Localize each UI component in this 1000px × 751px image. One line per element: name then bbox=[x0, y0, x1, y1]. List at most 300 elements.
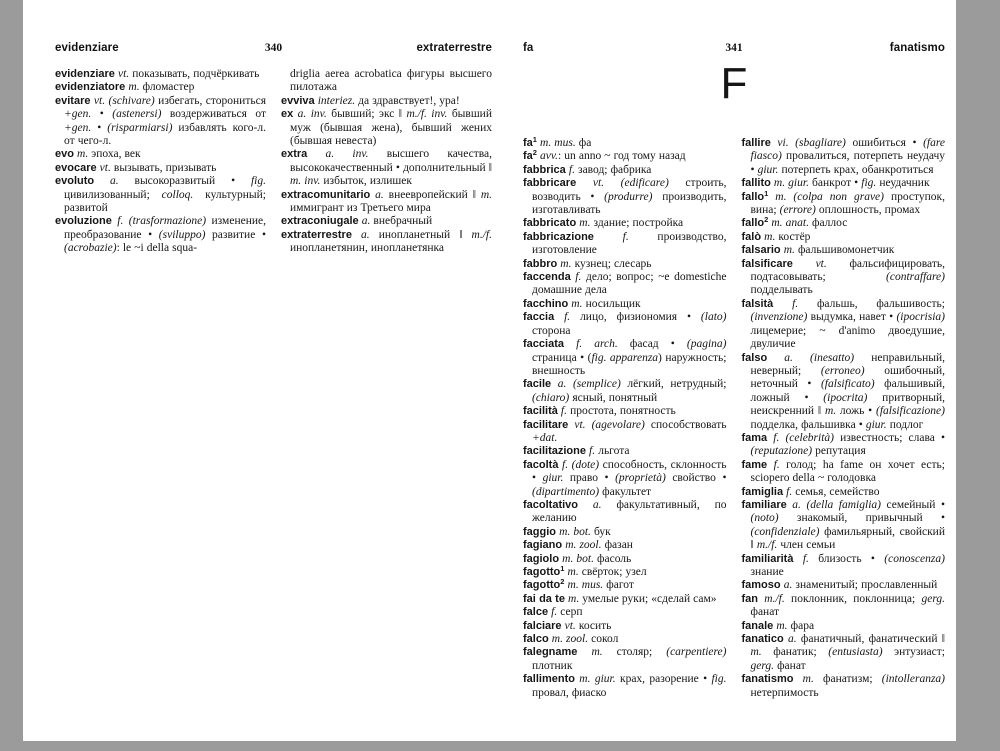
dictionary-entry bbox=[742, 298, 946, 352]
headword: fabbricazione bbox=[523, 230, 594, 243]
translation-text: лицемерие; ~ d'animo двоедушие, двуличие bbox=[750, 324, 945, 351]
translation-text: льгота bbox=[595, 445, 630, 458]
grammar-label: f. bbox=[767, 458, 780, 471]
translation-text: внеевропейский ‖ bbox=[383, 188, 481, 201]
translation-text: страница • ( bbox=[532, 351, 592, 364]
headword: fallo bbox=[741, 217, 765, 230]
dictionary-entry bbox=[281, 215, 492, 228]
grammar-label: m. anat. bbox=[768, 217, 809, 230]
dictionary-entry bbox=[523, 566, 727, 579]
translation-text: неудачник bbox=[876, 177, 930, 190]
grammar-label: (intolleranza) bbox=[881, 673, 945, 686]
dictionary-entry bbox=[523, 579, 727, 592]
translation-text: driglia aerea acrobatica фигуры высшего пилотажа bbox=[290, 68, 492, 94]
dictionary-entry bbox=[742, 459, 946, 486]
translation-text: : un anno ~ год тому назад bbox=[558, 150, 686, 163]
text-column-1 bbox=[523, 137, 727, 739]
grammar-label: m. bbox=[73, 148, 89, 161]
grammar-label: a. bbox=[578, 498, 602, 511]
headword: extraterrestre bbox=[281, 228, 352, 241]
grammar-label: m. mus. bbox=[564, 579, 604, 592]
homonym-number: 2 bbox=[532, 148, 537, 158]
translation-text: способствовать bbox=[644, 418, 727, 431]
dictionary-entry bbox=[742, 231, 946, 244]
homonym-number: 1 bbox=[764, 188, 769, 198]
translation-text: свойство • bbox=[665, 472, 727, 485]
grammar-label: f. bbox=[793, 552, 809, 565]
grammar-label: (ipocrita) bbox=[823, 391, 868, 404]
grammar-label: m. bot. bbox=[556, 525, 591, 538]
dictionary-entry bbox=[55, 162, 266, 175]
grammar-label: m. zool. bbox=[562, 539, 602, 552]
translation-text: изменение, преобразование • bbox=[64, 215, 266, 241]
translation-text: энтузиаст; bbox=[882, 646, 945, 659]
grammar-label: (astenersi) bbox=[112, 108, 162, 121]
translation-text: ошибиться • bbox=[845, 137, 924, 149]
grammar-label: a. bbox=[351, 228, 370, 241]
headword: facoltativo bbox=[523, 498, 579, 511]
headword: fame bbox=[741, 458, 768, 471]
dictionary-entry bbox=[742, 486, 946, 499]
headword: ex bbox=[281, 108, 294, 121]
dictionary-entry bbox=[523, 177, 727, 217]
dictionary-entry bbox=[742, 177, 946, 190]
headword: evocare bbox=[55, 161, 97, 174]
translation-text: свёрток; узел bbox=[578, 566, 647, 578]
grammar-label: m. bbox=[773, 619, 788, 632]
translation-text: провал, фиаско bbox=[532, 686, 607, 699]
grammar-label: vt. (edificare) bbox=[576, 177, 669, 190]
grammar-label: (contraffare) bbox=[886, 271, 945, 284]
dictionary-entry bbox=[523, 633, 727, 646]
headword: falsificare bbox=[741, 257, 793, 270]
grammar-label: (chiaro) bbox=[532, 391, 570, 404]
headword: falso bbox=[741, 351, 768, 364]
grammar-label: m. bbox=[824, 405, 837, 418]
right-page bbox=[523, 0, 945, 741]
grammar-label: a. bbox=[783, 633, 797, 646]
translation-text: выдумка, навет • bbox=[807, 311, 897, 324]
headword: fagiolo bbox=[523, 552, 560, 565]
guide-word-first: evidenziare bbox=[55, 42, 119, 54]
headword: extra bbox=[281, 148, 308, 161]
translation-text: банкрот • bbox=[808, 177, 862, 190]
translation-text: внебрачный bbox=[370, 215, 433, 228]
grammar-label: fig. bbox=[250, 175, 266, 188]
translation-text: • bbox=[91, 108, 113, 121]
dictionary-entry bbox=[281, 189, 492, 216]
dictionary-entry bbox=[523, 231, 727, 258]
dictionary-entry bbox=[523, 137, 727, 150]
headword: fanale bbox=[741, 619, 774, 632]
translation-text: избегать, сторониться bbox=[154, 94, 266, 107]
grammar-label: m. bbox=[564, 566, 579, 578]
headword: faccia bbox=[523, 311, 555, 324]
grammar-label: a. (della famiglia) bbox=[786, 498, 881, 511]
translation-text: высокоразвитый • bbox=[118, 175, 251, 188]
headword: fanatismo bbox=[741, 673, 794, 686]
translation-text: фанат bbox=[750, 606, 780, 619]
headword: evoluto bbox=[55, 175, 95, 188]
translation-text: носильщик bbox=[582, 297, 641, 310]
dictionary-entry bbox=[55, 95, 266, 149]
headword: familiare bbox=[741, 498, 787, 511]
grammar-label: (sviluppo) bbox=[158, 228, 206, 241]
grammar-label: m. inv. bbox=[290, 175, 321, 188]
headword: evitare bbox=[55, 94, 91, 107]
translation-text: завод; фабрика bbox=[574, 163, 652, 176]
headword: fai da te bbox=[523, 592, 565, 605]
headword: fan bbox=[741, 592, 758, 605]
translation-text: ложь • bbox=[836, 405, 876, 418]
dictionary-entry bbox=[523, 217, 727, 230]
dictionary-entry bbox=[523, 338, 727, 378]
translation-text: иммигрант из Третьего мира bbox=[290, 202, 431, 215]
dictionary-entry bbox=[281, 229, 492, 256]
translation-text: высшего качества, высококачественный • дополнительный ‖ bbox=[290, 148, 492, 174]
headword: falco bbox=[523, 633, 549, 646]
dictionary-entry bbox=[55, 175, 266, 215]
translation-text: развитие • bbox=[205, 228, 266, 241]
grammar-label: a. inv. bbox=[293, 108, 327, 121]
headword: fama bbox=[741, 431, 768, 444]
translation-text: бывший; экс ‖ bbox=[326, 108, 407, 121]
translation-text: знание bbox=[750, 566, 784, 578]
grammar-label: a. (semplice) bbox=[551, 378, 621, 391]
grammar-label: (reputazione) bbox=[750, 445, 813, 458]
headword: fabbro bbox=[523, 257, 558, 270]
dictionary-entry bbox=[742, 579, 946, 592]
headword: fagotto bbox=[523, 579, 561, 592]
grammar-label: (ipocrisia) bbox=[896, 311, 945, 324]
text-column-2 bbox=[281, 68, 492, 739]
translation-text: потерпеть крах, обанкротиться bbox=[778, 163, 934, 176]
headword: evviva bbox=[281, 94, 315, 107]
headword: fabbrica bbox=[523, 163, 566, 176]
translation-text: кузнец; слесарь bbox=[571, 257, 652, 270]
grammar-label: m. giur. bbox=[574, 673, 616, 686]
grammar-label: m./f. inv. bbox=[406, 108, 448, 121]
grammar-label: f. bbox=[570, 271, 582, 284]
grammar-label: m. (colpa non grave) bbox=[768, 190, 884, 203]
dictionary-entry bbox=[742, 620, 946, 633]
grammar-label: giur. bbox=[542, 472, 564, 485]
translation-text: крах, разорение • bbox=[615, 673, 712, 686]
dictionary-entry bbox=[281, 95, 492, 108]
translation-text: фагот bbox=[603, 579, 634, 592]
text-column-2 bbox=[742, 137, 946, 739]
headword: evidenziatore bbox=[55, 81, 126, 94]
entry-continuation bbox=[281, 68, 492, 95]
translation-text: столяр; bbox=[602, 646, 667, 659]
grammar-label: f. bbox=[548, 606, 558, 619]
dictionary-entry bbox=[523, 405, 727, 418]
dictionary-entry bbox=[742, 432, 946, 459]
translation-text: инопланетный ‖ bbox=[369, 228, 472, 241]
grammar-label: fig. apparenza bbox=[591, 351, 659, 364]
dictionary-entry bbox=[55, 81, 266, 94]
grammar-label: vt. bbox=[114, 68, 130, 80]
grammar-label: giur. bbox=[757, 163, 779, 176]
headword: evidenziare bbox=[55, 68, 115, 80]
grammar-label: (fare fiasco) bbox=[750, 137, 945, 163]
translation-text: сторона bbox=[532, 324, 571, 337]
headword: falsità bbox=[741, 297, 774, 310]
translation-text: фаллос bbox=[808, 217, 848, 230]
grammar-label: (pagina) bbox=[686, 338, 727, 351]
headword: facilità bbox=[523, 405, 558, 418]
grammar-label: (dipartimento) bbox=[532, 485, 600, 498]
headword: evoluzione bbox=[55, 215, 112, 228]
headword: famoso bbox=[741, 579, 781, 592]
page-spread bbox=[23, 0, 956, 741]
headword: fa bbox=[523, 150, 533, 163]
headword: fabbricato bbox=[523, 217, 577, 230]
translation-text: знакомый, привычный • bbox=[778, 512, 945, 525]
translation-text: плотник bbox=[532, 659, 573, 672]
translation-text: семья, семейство bbox=[792, 485, 880, 498]
dictionary-entry bbox=[523, 593, 727, 606]
grammar-label: m. zool. bbox=[548, 633, 589, 646]
headword: falce bbox=[523, 606, 549, 619]
translation-text: воздерживаться от bbox=[161, 108, 266, 121]
grammar-label: m./f. bbox=[471, 228, 492, 241]
grammar-label: m. bot. bbox=[559, 552, 594, 565]
guide-word-last: extraterrestre bbox=[416, 42, 492, 54]
translation-text: фанатизм; bbox=[813, 673, 882, 686]
translation-text: эпоха, век bbox=[88, 148, 141, 161]
grammar-label: m. bbox=[557, 257, 572, 270]
translation-text: фальшивый, ложный • bbox=[750, 378, 945, 404]
dictionary-entry bbox=[523, 298, 727, 311]
headword: fabbricare bbox=[523, 177, 577, 190]
grammar-label: a. (inesatto) bbox=[767, 351, 855, 364]
translation-text: бук bbox=[590, 525, 611, 538]
translation-text: оплошность, промах bbox=[815, 204, 921, 217]
dictionary-entry bbox=[523, 271, 727, 298]
grammar-label: fig. bbox=[861, 177, 877, 190]
homonym-number: 1 bbox=[532, 137, 537, 144]
text-column-1 bbox=[55, 68, 266, 739]
grammar-label: m. bbox=[750, 646, 762, 659]
homonym-number: 2 bbox=[764, 215, 769, 225]
dictionary-entry bbox=[742, 258, 946, 298]
headword: faggio bbox=[523, 525, 556, 538]
translation-text: провалиться, потерпеть неудачу • bbox=[750, 150, 945, 176]
grammar-label: m./f. bbox=[758, 592, 785, 605]
translation-text: неправильный, неверный; bbox=[750, 351, 945, 377]
dictionary-entry bbox=[523, 539, 727, 552]
running-head-left-page bbox=[55, 42, 492, 54]
grammar-label: a. bbox=[94, 175, 119, 188]
translation-text: строить, возводить • bbox=[532, 177, 727, 203]
dictionary-entry bbox=[55, 215, 266, 255]
headword: facilitazione bbox=[523, 445, 586, 458]
headword: evo bbox=[55, 148, 74, 161]
dictionary-entry bbox=[523, 526, 727, 539]
translation-text: семейный • bbox=[880, 498, 945, 511]
grammar-label: giur. bbox=[865, 418, 887, 431]
translation-text: бывший муж (бывшая жена), бывший жених (бывшая невеста) bbox=[290, 108, 492, 148]
grammar-label: (falsificato) bbox=[820, 378, 875, 391]
dictionary-entry bbox=[523, 419, 727, 446]
grammar-label: a. inv. bbox=[307, 148, 369, 161]
grammar-label: f. (trasformazione) bbox=[111, 215, 207, 228]
translation-text: ошибочный, неточный • bbox=[750, 364, 945, 391]
grammar-label: m./f. bbox=[756, 539, 778, 552]
grammar-label: fig. bbox=[711, 673, 727, 686]
dictionary-entry bbox=[523, 378, 727, 405]
dictionary-entry bbox=[523, 620, 727, 633]
grammar-label: a. bbox=[370, 188, 384, 201]
grammar-label: a. bbox=[358, 215, 371, 228]
grammar-label: +dat. bbox=[532, 431, 558, 444]
dictionary-entry bbox=[742, 499, 946, 553]
headword: facoltà bbox=[523, 458, 559, 471]
translation-text: здание; постройка bbox=[590, 217, 684, 230]
dictionary-entry bbox=[281, 108, 492, 148]
translation-text: фасад • bbox=[617, 338, 687, 351]
headword: facchino bbox=[523, 297, 569, 310]
running-head-right-page bbox=[523, 42, 945, 54]
grammar-label: m. bbox=[576, 217, 591, 230]
grammar-label: (falsificazione) bbox=[875, 405, 945, 418]
translation-text: подделывать bbox=[750, 284, 813, 297]
grammar-label: f. bbox=[557, 405, 568, 418]
translation-text: подлог bbox=[886, 418, 924, 431]
translation-text: простота, понятность bbox=[567, 405, 676, 418]
headword: fallito bbox=[741, 177, 771, 190]
grammar-label: (conoscenza) bbox=[884, 552, 945, 565]
headword: falciare bbox=[523, 619, 562, 632]
translation-text: репутация bbox=[812, 445, 866, 458]
dictionary-entry bbox=[742, 593, 946, 620]
grammar-label: gerg. bbox=[750, 659, 775, 672]
dictionary-entry bbox=[742, 633, 946, 673]
headword: falsario bbox=[741, 244, 781, 257]
grammar-label: (invenzione) bbox=[750, 311, 808, 324]
translation-text: голод; ha fame он хочет есть; sciopero della ~ голодовка bbox=[750, 458, 945, 485]
grammar-label: f. arch. bbox=[563, 338, 618, 351]
headword: fagotto bbox=[523, 566, 561, 578]
translation-text: умелые руки; «сделай сам» bbox=[579, 592, 717, 605]
homonym-number: 1 bbox=[560, 564, 565, 573]
text-columns bbox=[55, 68, 492, 739]
translation-text: известность; слава • bbox=[834, 431, 945, 444]
grammar-label: m. mus. bbox=[536, 137, 576, 149]
dictionary-entry bbox=[523, 499, 727, 526]
grammar-label: vt. bbox=[792, 257, 827, 270]
translation-text: нетерпимость bbox=[750, 686, 819, 699]
translation-text: • bbox=[91, 121, 108, 134]
headword: extracomunitario bbox=[281, 188, 371, 201]
section-letter: F bbox=[720, 59, 748, 108]
translation-text: вызывать, призывать bbox=[110, 161, 217, 174]
translation-text: факультативный, по желанию bbox=[532, 498, 727, 525]
grammar-label: m. bbox=[577, 646, 603, 659]
headword: falegname bbox=[523, 646, 578, 659]
translation-text: ясный, понятный bbox=[569, 391, 658, 404]
dictionary-entry bbox=[742, 217, 946, 230]
translation-text: избавлять кого-л. от чего-л. bbox=[64, 121, 266, 148]
grammar-label: (lato) bbox=[700, 311, 727, 324]
grammar-label: (risparmiarsi) bbox=[107, 121, 173, 134]
translation-text: лёгкий, нетрудный; bbox=[620, 378, 727, 391]
translation-text: цивилизованный; bbox=[64, 188, 162, 201]
grammar-label: gerg. bbox=[921, 592, 945, 605]
translation-text: дело; вопрос; ~e domestiche домашние дела bbox=[532, 271, 727, 297]
grammar-label: vi. (sbagliare) bbox=[770, 137, 846, 149]
grammar-label: (proprietà) bbox=[615, 472, 666, 485]
translation-text: подделка, фальшивка • bbox=[750, 418, 866, 431]
dictionary-entry bbox=[523, 311, 727, 338]
headword: famiglia bbox=[741, 485, 784, 498]
translation-text: избыток, излишек bbox=[320, 175, 412, 188]
grammar-label: f. bbox=[585, 445, 596, 458]
dictionary-entry bbox=[523, 606, 727, 619]
grammar-label: (confidenziale) bbox=[750, 525, 820, 538]
translation-text: фальсифицировать, подтасовывать; bbox=[750, 257, 945, 284]
translation-text: фанат bbox=[774, 659, 806, 672]
page-number: 340 bbox=[264, 42, 283, 54]
translation-text: фальшь, фальшивость; bbox=[798, 297, 945, 310]
dictionary-entry bbox=[523, 553, 727, 566]
grammar-label: colloq. bbox=[161, 188, 194, 201]
headword: fallire bbox=[741, 137, 771, 149]
translation-text: производить, изготавливать bbox=[532, 190, 727, 217]
dictionary-entry bbox=[741, 188, 946, 218]
grammar-label: m. bbox=[761, 230, 776, 243]
grammar-label: vt. (schivare) bbox=[90, 94, 155, 107]
dictionary-entry bbox=[523, 258, 727, 271]
headword: faccenda bbox=[523, 271, 571, 284]
grammar-label: interiez. bbox=[314, 94, 356, 107]
grammar-label: vt. (agevolare) bbox=[568, 418, 645, 431]
translation-text: фазан bbox=[601, 539, 633, 552]
translation-text: ) наружность; внешность bbox=[532, 351, 727, 377]
headword: falò bbox=[741, 230, 762, 243]
translation-text: фамильярный, свойский ‖ bbox=[750, 525, 945, 552]
headword: familiarità bbox=[741, 552, 794, 565]
grammar-label: vt. bbox=[561, 619, 576, 632]
dictionary-entry bbox=[742, 244, 946, 257]
grammar-label: f. (celebrità) bbox=[767, 431, 834, 444]
homonym-number: 2 bbox=[560, 577, 565, 587]
grammar-label: m. bbox=[793, 673, 814, 686]
grammar-label: (acrobazie) bbox=[64, 242, 117, 255]
dictionary-entry bbox=[742, 352, 946, 432]
translation-text: фломастер bbox=[139, 81, 195, 94]
headword: facilitare bbox=[523, 418, 569, 431]
grammar-label: (produrre) bbox=[604, 190, 653, 203]
grammar-label: a. bbox=[780, 579, 793, 592]
translation-text: фасоль bbox=[593, 552, 632, 565]
grammar-label: f. bbox=[565, 163, 575, 176]
grammar-label: (entusiasta) bbox=[828, 646, 883, 659]
headword: fallo bbox=[741, 190, 765, 203]
translation-text: : le ~i della squa- bbox=[116, 242, 198, 255]
headword: fagiano bbox=[523, 539, 563, 552]
grammar-label: f. bbox=[554, 311, 571, 324]
dictionary-entry bbox=[523, 646, 727, 673]
translation-text: близость • bbox=[808, 552, 885, 565]
translation-text: производство, изготовление bbox=[532, 230, 727, 257]
translation-text: фанатик; bbox=[761, 646, 829, 659]
translation-text: да здравствует!, ура! bbox=[355, 94, 460, 107]
headword: extraconiugale bbox=[281, 215, 359, 228]
page-number: 341 bbox=[725, 42, 743, 54]
translation-text: член семьи bbox=[777, 539, 836, 552]
